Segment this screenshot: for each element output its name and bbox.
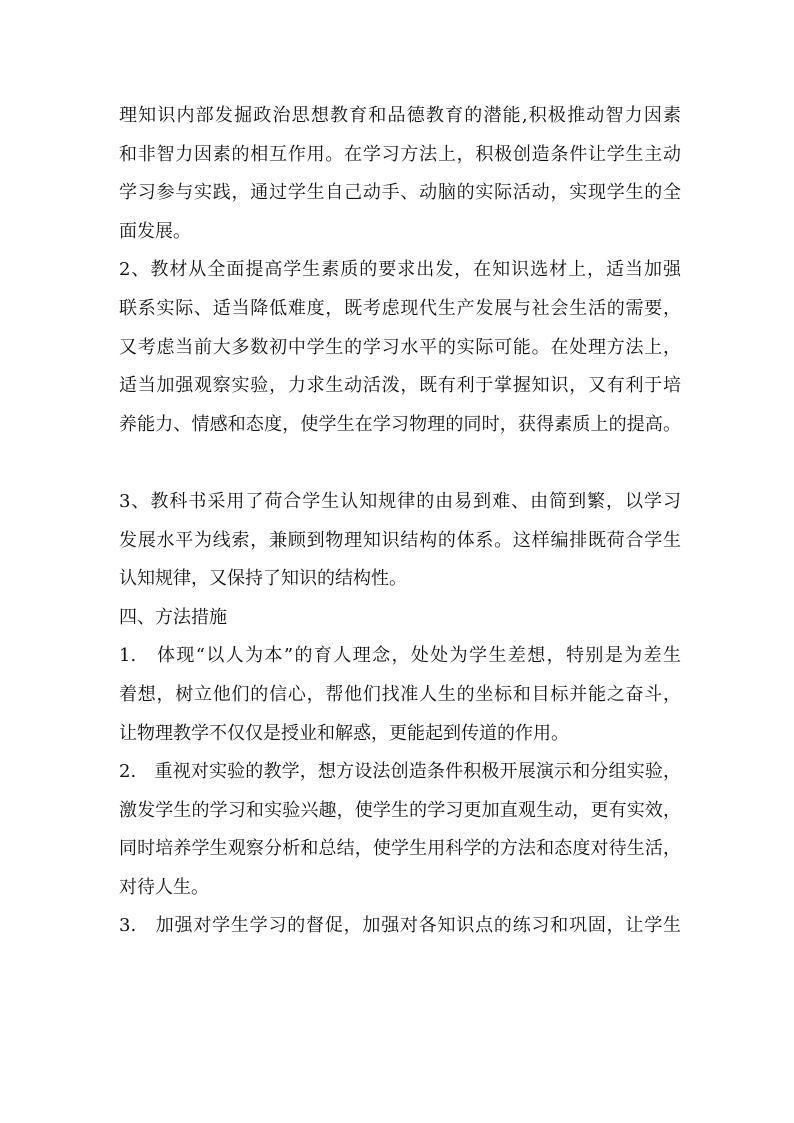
document-body: [119, 97, 681, 946]
paragraph-line: 让物理教学不仅仅是授业和解惑，更能起到传道的作用。: [119, 722, 569, 744]
paragraph-line: 3、教科书采用了荷合学生认知规律的由易到难、由简到繁，以学习: [119, 490, 681, 512]
paragraph-line: 面发展。: [119, 220, 191, 242]
paragraph-line: 又考虑当前大多数初中学生的学习水平的实际可能。在处理方法上，: [119, 336, 681, 358]
paragraph-line: 联系实际、适当降低难度，既考虑现代生产发展与社会生活的需要，: [119, 297, 681, 319]
paragraph-line: 认知规律，又保持了知识的结构性。: [119, 568, 407, 590]
paragraph-line: 发展水平为线索，兼顾到物理知识结构的体系。这样编排既荷合学生: [119, 529, 681, 551]
paragraph-line: 学习参与实践，通过学生自己动手、动脑的实际活动，实现学生的全: [119, 182, 681, 204]
paragraph-line: 2. 重视对实验的教学，想方设法创造条件积极开展演示和分组实验，: [119, 761, 681, 783]
paragraph-line: 养能力、情感和态度，使学生在学习物理的同时，获得素质上的提高。: [119, 413, 681, 435]
paragraph-line: 激发学生的学习和实验兴趣，使学生的学习更加直观生动，更有实效，: [119, 799, 681, 821]
paragraph-line: 对待人生。: [119, 876, 209, 898]
blank-line: [119, 444, 681, 483]
paragraph-line: 2、教材从全面提高学生素质的要求出发，在知识选材上，适当加强: [119, 259, 681, 281]
paragraph-line: 和非智力因素的相互作用。在学习方法上，积极创造条件让学生主动: [119, 143, 681, 165]
paragraph-line: 1. 体现“以人为本”的育人理念，处处为学生差想，特别是为差生: [119, 645, 681, 667]
section-heading: 四、方法措施: [119, 606, 227, 628]
paragraph-line: 理知识内部发掘政治思想教育和品德教育的潜能,积极推动智力因素: [119, 105, 681, 126]
paragraph-line: 3. 加强对学生学习的督促，加强对各知识点的练习和巩固，让学生: [119, 915, 681, 937]
paragraph-line: 同时培养学生观察分析和总结，使学生用科学的方法和态度对待生活，: [119, 838, 681, 860]
paragraph-line: 着想，树立他们的信心，帮他们找准人生的坐标和目标并能之奋斗，: [119, 683, 681, 705]
paragraph-line: 适当加强观察实验，力求生动活泼，既有利于掌握知识，又有利于培: [119, 375, 681, 397]
